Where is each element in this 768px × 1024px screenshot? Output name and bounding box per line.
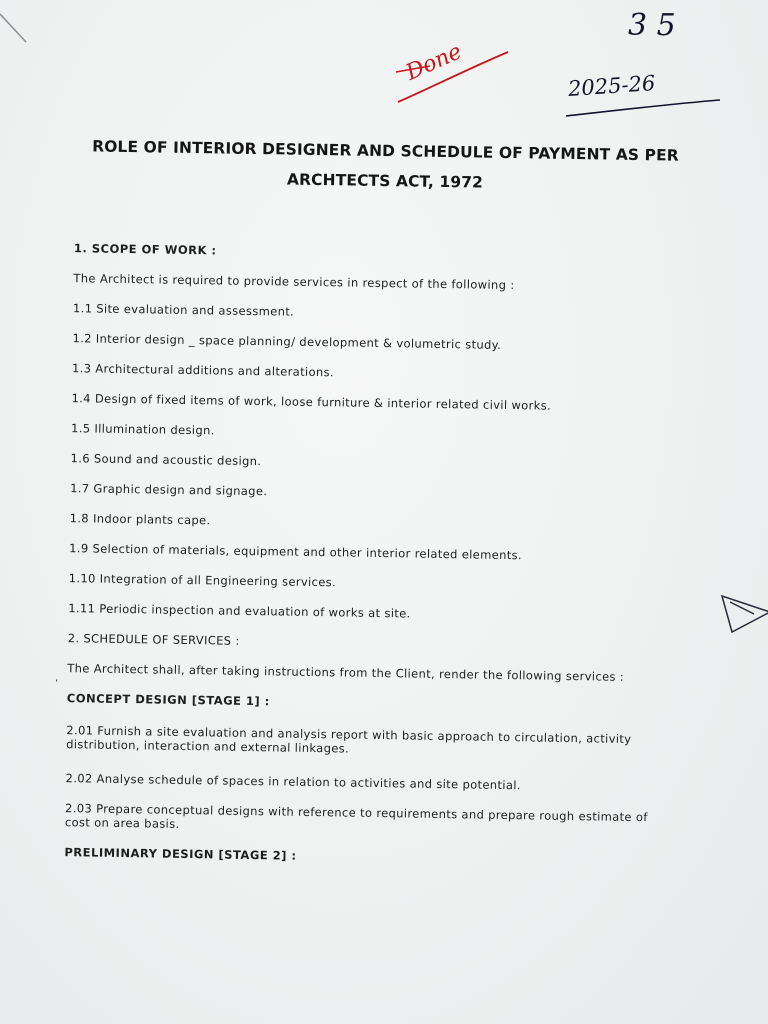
scope-item: 1.6 Sound and acoustic design. <box>70 451 262 469</box>
scope-item: 1.9 Selection of materials, equipment and other interior related elements. <box>69 541 523 563</box>
document-title-line-1: ROLE OF INTERIOR DESIGNER AND SCHEDULE OF PAYMENT AS PER <box>92 137 679 165</box>
scope-item: 1.8 Indoor plants cape. <box>69 511 211 528</box>
section-2-heading: 2. SCHEDULE OF SERVICES : <box>67 631 240 648</box>
section-2-intro: The Architect shall, after taking instructions from the Client, render the following services : <box>67 661 625 684</box>
scope-item: 1.7 Graphic design and signage. <box>70 481 268 499</box>
scope-item: 1.1 Site evaluation and assessment. <box>72 301 295 319</box>
scope-item: 1.3 Architectural additions and alterations. <box>71 361 335 380</box>
section-1-heading: 1. SCOPE OF WORK : <box>73 241 217 258</box>
scope-item: 1.5 Illumination design. <box>70 421 215 438</box>
scope-item: 1.4 Design of fixed items of work, loose furniture & interior related civil works. <box>71 391 552 413</box>
scope-item: 1.10 Integration of all Engineering services. <box>68 571 337 590</box>
stage-1-item: 2.02 Analyse schedule of spaces in relation to activities and site potential. <box>65 771 521 793</box>
stage-2-heading: PRELIMINARY DESIGN [STAGE 2] : <box>64 845 297 863</box>
handwritten-year-mark: 2025-26 <box>567 70 656 102</box>
stage-1-heading: CONCEPT DESIGN [STAGE 1] : <box>66 691 270 709</box>
section-1-intro: The Architect is required to provide services in respect of the following : <box>73 271 515 293</box>
stage-1-item: 2.01 Furnish a site evaluation and analysis report with basic approach to circulation, activity distribution, interaction and external linkages. <box>66 723 632 756</box>
stage-1-item: 2.03 Prepare conceptual designs with reference to requirements and prepare rough estimate of cost on area basis. <box>64 801 648 831</box>
handwritten-corner-mark: 3 5 <box>628 8 676 43</box>
scope-item: 1.2 Interior design _ space planning/ development & volumetric study. <box>72 331 502 352</box>
document-title-line-2: ARCHTECTS ACT, 1972 <box>286 170 484 192</box>
scope-item: 1.11 Periodic inspection and evaluation of works at site. <box>68 601 411 621</box>
margin-tick-mark: ‘ <box>55 678 59 689</box>
handwritten-done-mark: Done <box>402 39 466 86</box>
